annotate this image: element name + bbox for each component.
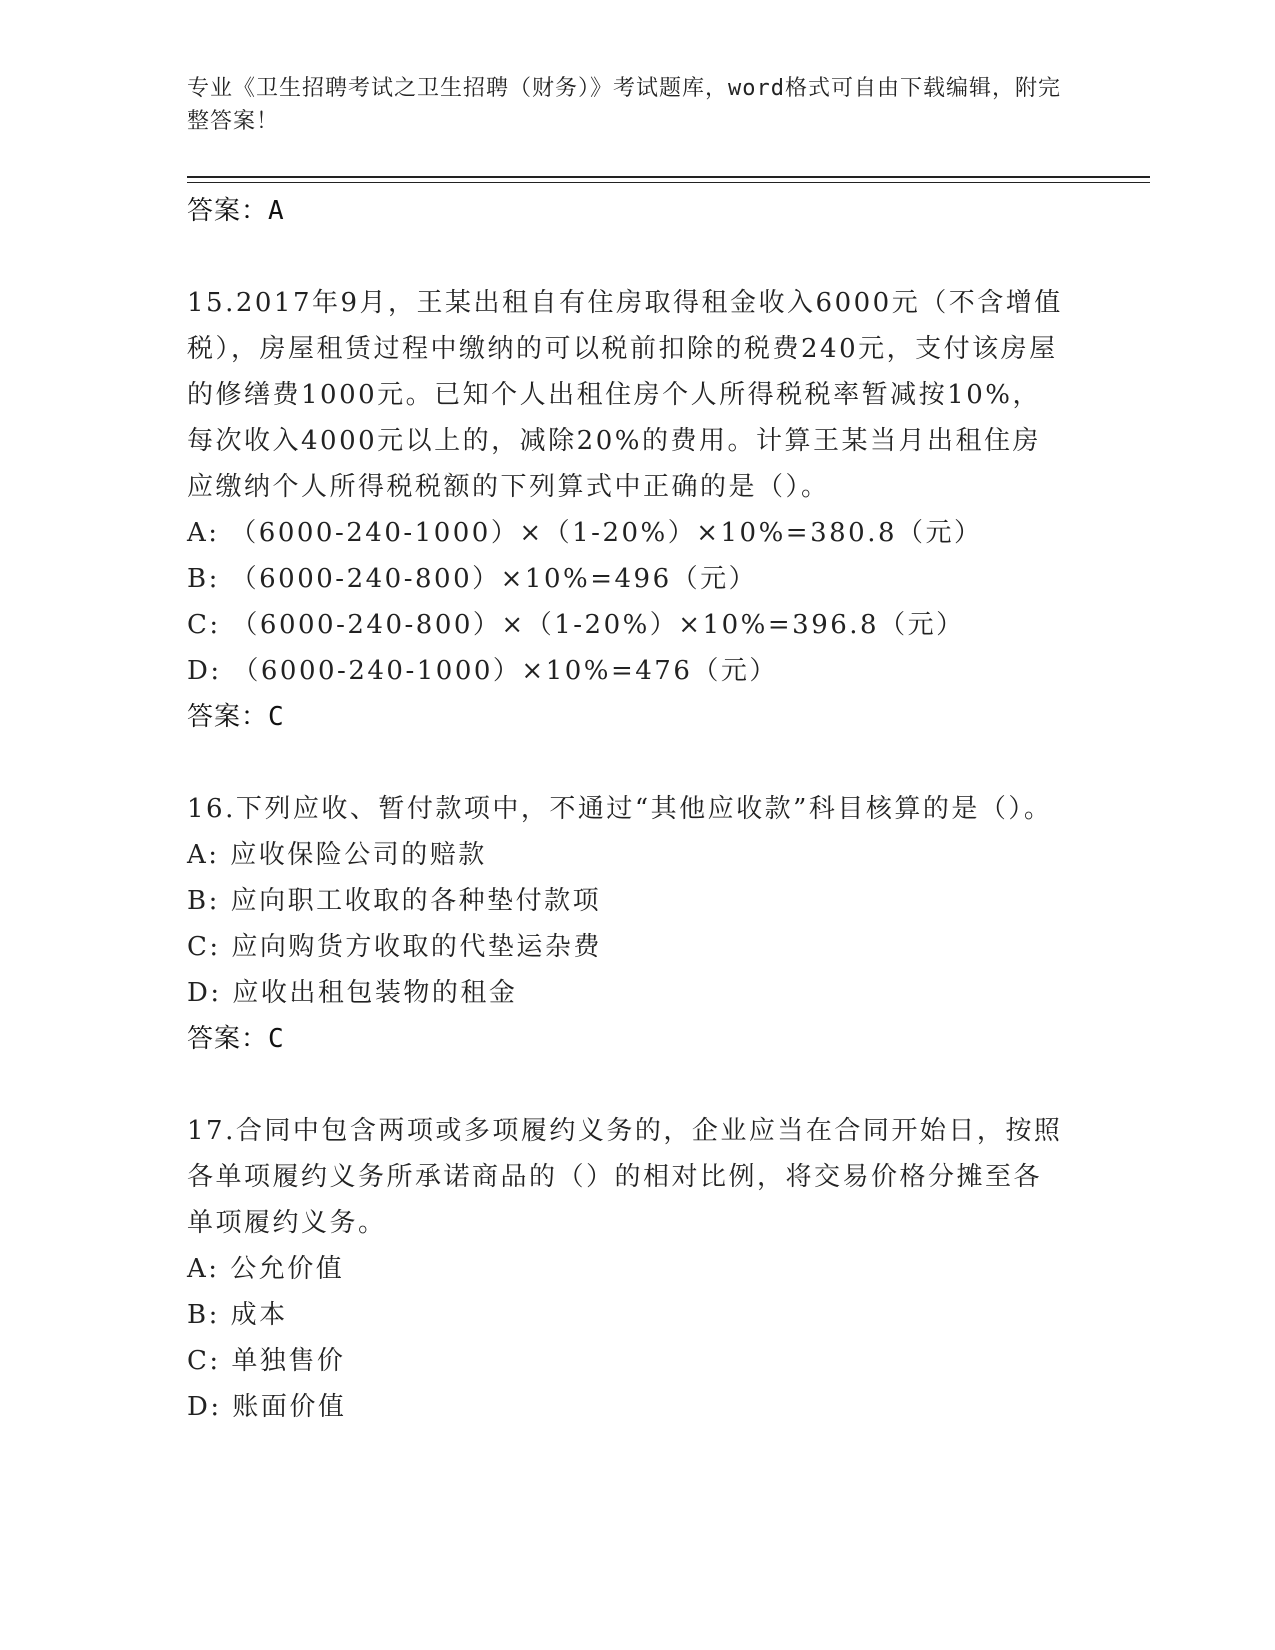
option-b: B: （6000-240-800）×10%=496（元） (187, 564, 758, 594)
option-d: D: 应收出租包装物的租金 (187, 978, 518, 1008)
question-block (187, 280, 1087, 740)
option-d: D: 账面价值 (187, 1392, 347, 1422)
option-c: C: 应向购货方收取的代垫运杂费 (187, 932, 602, 962)
option-c: C: 单独售价 (187, 1346, 346, 1376)
question-block (187, 786, 1087, 1062)
option-b: B: 成本 (187, 1300, 288, 1330)
question-text: 17.合同中包含两项或多项履约义务的，企业应当在合同开始日，按照各单项履约义务所承诺商品的（）的相对比例，将交易价格分摊至各单项履约义务。 (187, 1116, 1063, 1238)
previous-answer: 答案：A (187, 196, 285, 226)
question-text: 16.下列应收、暂付款项中，不通过“其他应收款”科目核算的是（）。 (187, 794, 1053, 824)
option-c: C: （6000-240-800）×（1-20%）×10%=396.8（元） (187, 610, 965, 640)
header-divider (187, 176, 1150, 178)
answer-line: 答案：C (187, 702, 285, 732)
page-header: 专业《卫生招聘考试之卫生招聘（财务）》考试题库，word格式可自由下载编辑，附完整答案！ (187, 76, 1061, 134)
option-a: A: 应收保险公司的赔款 (187, 840, 487, 870)
option-a: A: 公允价值 (187, 1254, 345, 1284)
header-divider-thin (187, 182, 1150, 183)
question-block (187, 1108, 1087, 1430)
option-b: B: 应向职工收取的各种垫付款项 (187, 886, 602, 916)
answer-line: 答案：C (187, 1024, 285, 1054)
question-text: 15.2017年9月，王某出租自有住房取得租金收入6000元（不含增值税），房屋租赁过程中缴纳的可以税前扣除的税费240元，支付该房屋的修缮费1000元。已知个人出租住房个人所得税税率暂减按10%，每次收入4000元以上的，减除20%的费用。计算王某当月出租住房应缴纳个人所得税税额的下列算式中正确的是（）。 (187, 288, 1063, 502)
option-a: A: （6000-240-1000）×（1-20%）×10%=380.8（元） (187, 518, 983, 548)
document-body (187, 188, 1087, 1430)
option-d: D: （6000-240-1000）×10%=476（元） (187, 656, 778, 686)
